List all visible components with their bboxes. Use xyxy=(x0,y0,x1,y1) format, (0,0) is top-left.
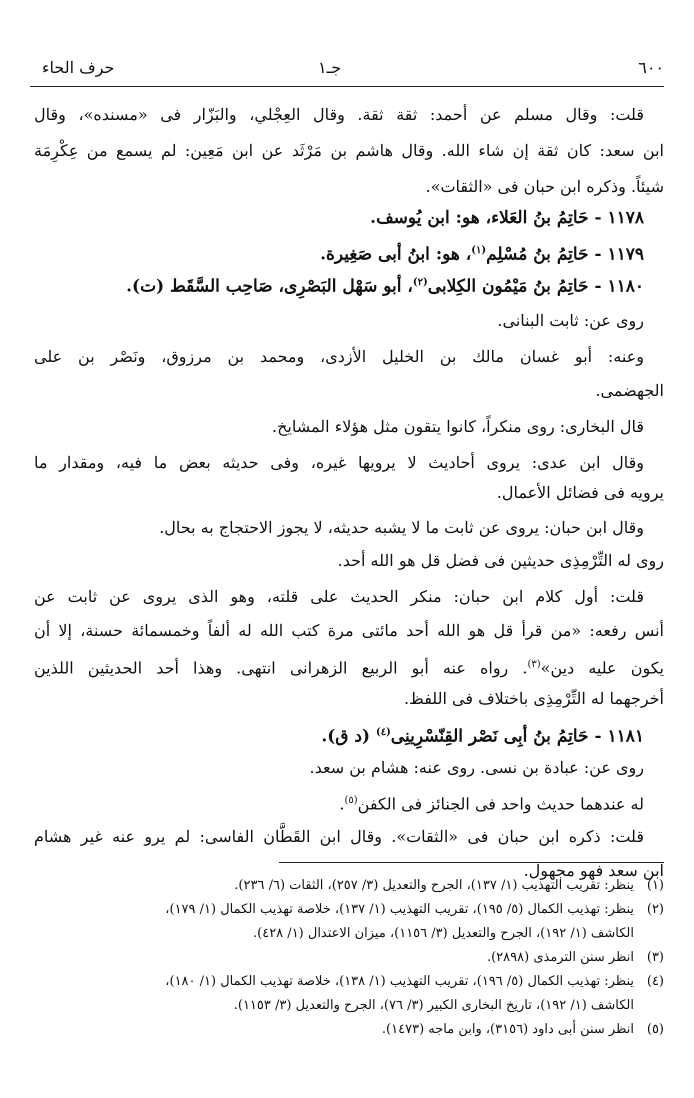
entry-rest: (د ق). xyxy=(321,726,376,747)
text-line: وقال ابن حبان: يروى عن ثابت ما لا يشبه حديثه، لا يجوز الاحتجاج به بحال. xyxy=(159,518,644,537)
text-line: ابن سعد فهو مجهول. xyxy=(523,861,664,880)
footnote-item xyxy=(30,948,664,968)
text-line: روى عن: ثابت البنانى. xyxy=(497,311,644,330)
entry-name: ١١٨١ - حَاتِمُ بنُ أبِى نَصْر القِنّسْرِينِى xyxy=(390,726,644,747)
footnote-ref: (٤) xyxy=(375,727,391,738)
text-line: قلت: وقال مسلم عن أحمد: ثقة ثقة. وقال العِجْلي، والبَزّار فى «مسنده»، وقال xyxy=(34,105,644,124)
entry-rest: ، أبو سَهْل البَصْرِى، صَاحِب السَّقَط (ت). xyxy=(126,276,413,297)
footnote-item xyxy=(30,1020,664,1040)
text-line: قلت: ذكره ابن حبان فى «الثقات». وقال ابن القَطَّان الفاسى: لم يرو عنه غير هشام xyxy=(34,827,644,846)
text-line: يكون عليه دين»$^{(٣)}$. رواه عنه أبو الربيع الزهرانى انتهى. وهذا أحد الحديثين اللذين xyxy=(34,658,665,678)
footnote-text: الكاشف (١/ ١٩٢)، تاريخ البخارى الكبير (٣/ ٧٦)، الجرح والتعديل (٣/ ١١٥٣). xyxy=(233,998,634,1013)
entry-1181 xyxy=(34,718,664,752)
footnote-text: ينظر: تقريب التهذيب (١/ ١٣٧)، الجرح والتعديل (٣/ ٢٥٧)، الثقات (٦/ ٢٣٦). xyxy=(234,878,634,893)
text-line: شيئاً. وذكره ابن حبان فى «الثقات». xyxy=(425,177,664,196)
footnote-continuation xyxy=(30,924,664,944)
footnote-text: ينظر: تهذيب الكمال (٥/ ١٩٥)، تقريب التهذيب (١/ ١٣٧)، خلاصة تهذيب الكمال (١/ ١٧٩)، xyxy=(165,902,634,917)
page-number: ٦٠٠ xyxy=(638,58,664,77)
footnote-text: الكاشف (١/ ١٩٢)، الجرح والتعديل (٣/ ١١٥٦)، ميزان الاعتدال (١/ ٤٢٨). xyxy=(253,926,634,941)
text-line: قال البخارى: روى منكراً، كانوا يتقون مثل هؤلاء المشايخ. xyxy=(272,417,644,436)
footnote-text: انظر سنن الترمذى (٢٨٩٨). xyxy=(486,950,634,965)
footnote-text: انظر سنن أبى داود (٣١٥٦)، وابن ماجه (١٤٧٣). xyxy=(381,1022,634,1037)
footnote-ref: (٥) xyxy=(344,795,358,806)
footnote-item xyxy=(30,876,664,896)
entry-rest: ، هو: ابنُ أبى صَغِيرة. xyxy=(320,244,472,265)
footnote-ref: (٢) xyxy=(412,277,428,288)
volume-label: جـ١ xyxy=(318,58,342,77)
text-line: روى له التِّرْمِذِى حديثين فى فضل قل هو الله أحد. xyxy=(337,551,664,570)
section-title: حرف الحاء xyxy=(42,58,115,77)
text-line: أنس رفعه: «من قرأ قل هو الله أحد مائتى مرة كتب الله له ألفاً وخمسمائة حسنة، إلا أن xyxy=(34,621,664,640)
text-line: قلت: أول كلام ابن حبان: منكر الحديث على قلته، وهو الذى يروى عن ثابت عن xyxy=(34,587,644,606)
footnote-number: (٤) xyxy=(646,974,664,989)
footnote-continuation xyxy=(30,996,664,1016)
entry-1178: ١١٧٨ - حَاتِمُ بنُ العَلاء، هو: ابن يُوسف. xyxy=(370,208,644,228)
footnote-item xyxy=(30,972,664,992)
text-line: له عندهما حديث واحد فى الجنائز فى الكفن$^{(٥)}$. xyxy=(339,794,644,814)
text-line: روى عن: عبادة بن نسى. روى عنه: هشام بن سعد. xyxy=(309,758,644,777)
entry-name: ١١٧٩ - حَاتِمُ بنُ مُسْلِم xyxy=(486,244,644,265)
text-line: أخرجهما له التِّرْمِذِى باختلاف فى اللفظ. xyxy=(403,689,664,708)
footnote-number: (٣) xyxy=(646,950,664,965)
footnote-rule xyxy=(279,862,664,863)
footnote-ref: (٣) xyxy=(527,659,541,670)
footnote-number: (٥) xyxy=(646,1022,664,1037)
footnote-item xyxy=(30,900,664,920)
text-line: وقال ابن عدى: يروى أحاديث لا يرويها غيره، وفى حديثه بعض ما فيه، ومقدار ما xyxy=(34,453,644,472)
text-line: وعنه: أبو غسان مالك بن الخليل الأزدى، ومحمد بن مرزوق، ونَصْر بن على xyxy=(34,347,644,366)
entry-1179 xyxy=(34,236,664,270)
footnote-ref: (١) xyxy=(471,245,487,256)
footnote-text: ينظر: تهذيب الكمال (٥/ ١٩٦)، تقريب التهذيب (١/ ١٣٨)، خلاصة تهذيب الكمال (١/ ١٨٠)، xyxy=(165,974,634,989)
footnote-number: (١) xyxy=(646,878,664,893)
text-line: يرويه فى فضائل الأعمال. xyxy=(496,483,664,502)
entry-name: ١١٨٠ - حَاتِمُ بنُ مَيْمُون الكِلابى xyxy=(427,276,644,297)
text-line: ابن سعد: كان ثقة إن شاء الله. وقال هاشم بن مَرْثَد عن ابن مَعِين: لم يسمع من عِكْرِمَة xyxy=(34,141,664,160)
entry-1180 xyxy=(34,268,664,302)
header-rule xyxy=(30,86,664,87)
text-line: الجهضمى. xyxy=(595,381,664,400)
footnote-number: (٢) xyxy=(646,902,664,917)
